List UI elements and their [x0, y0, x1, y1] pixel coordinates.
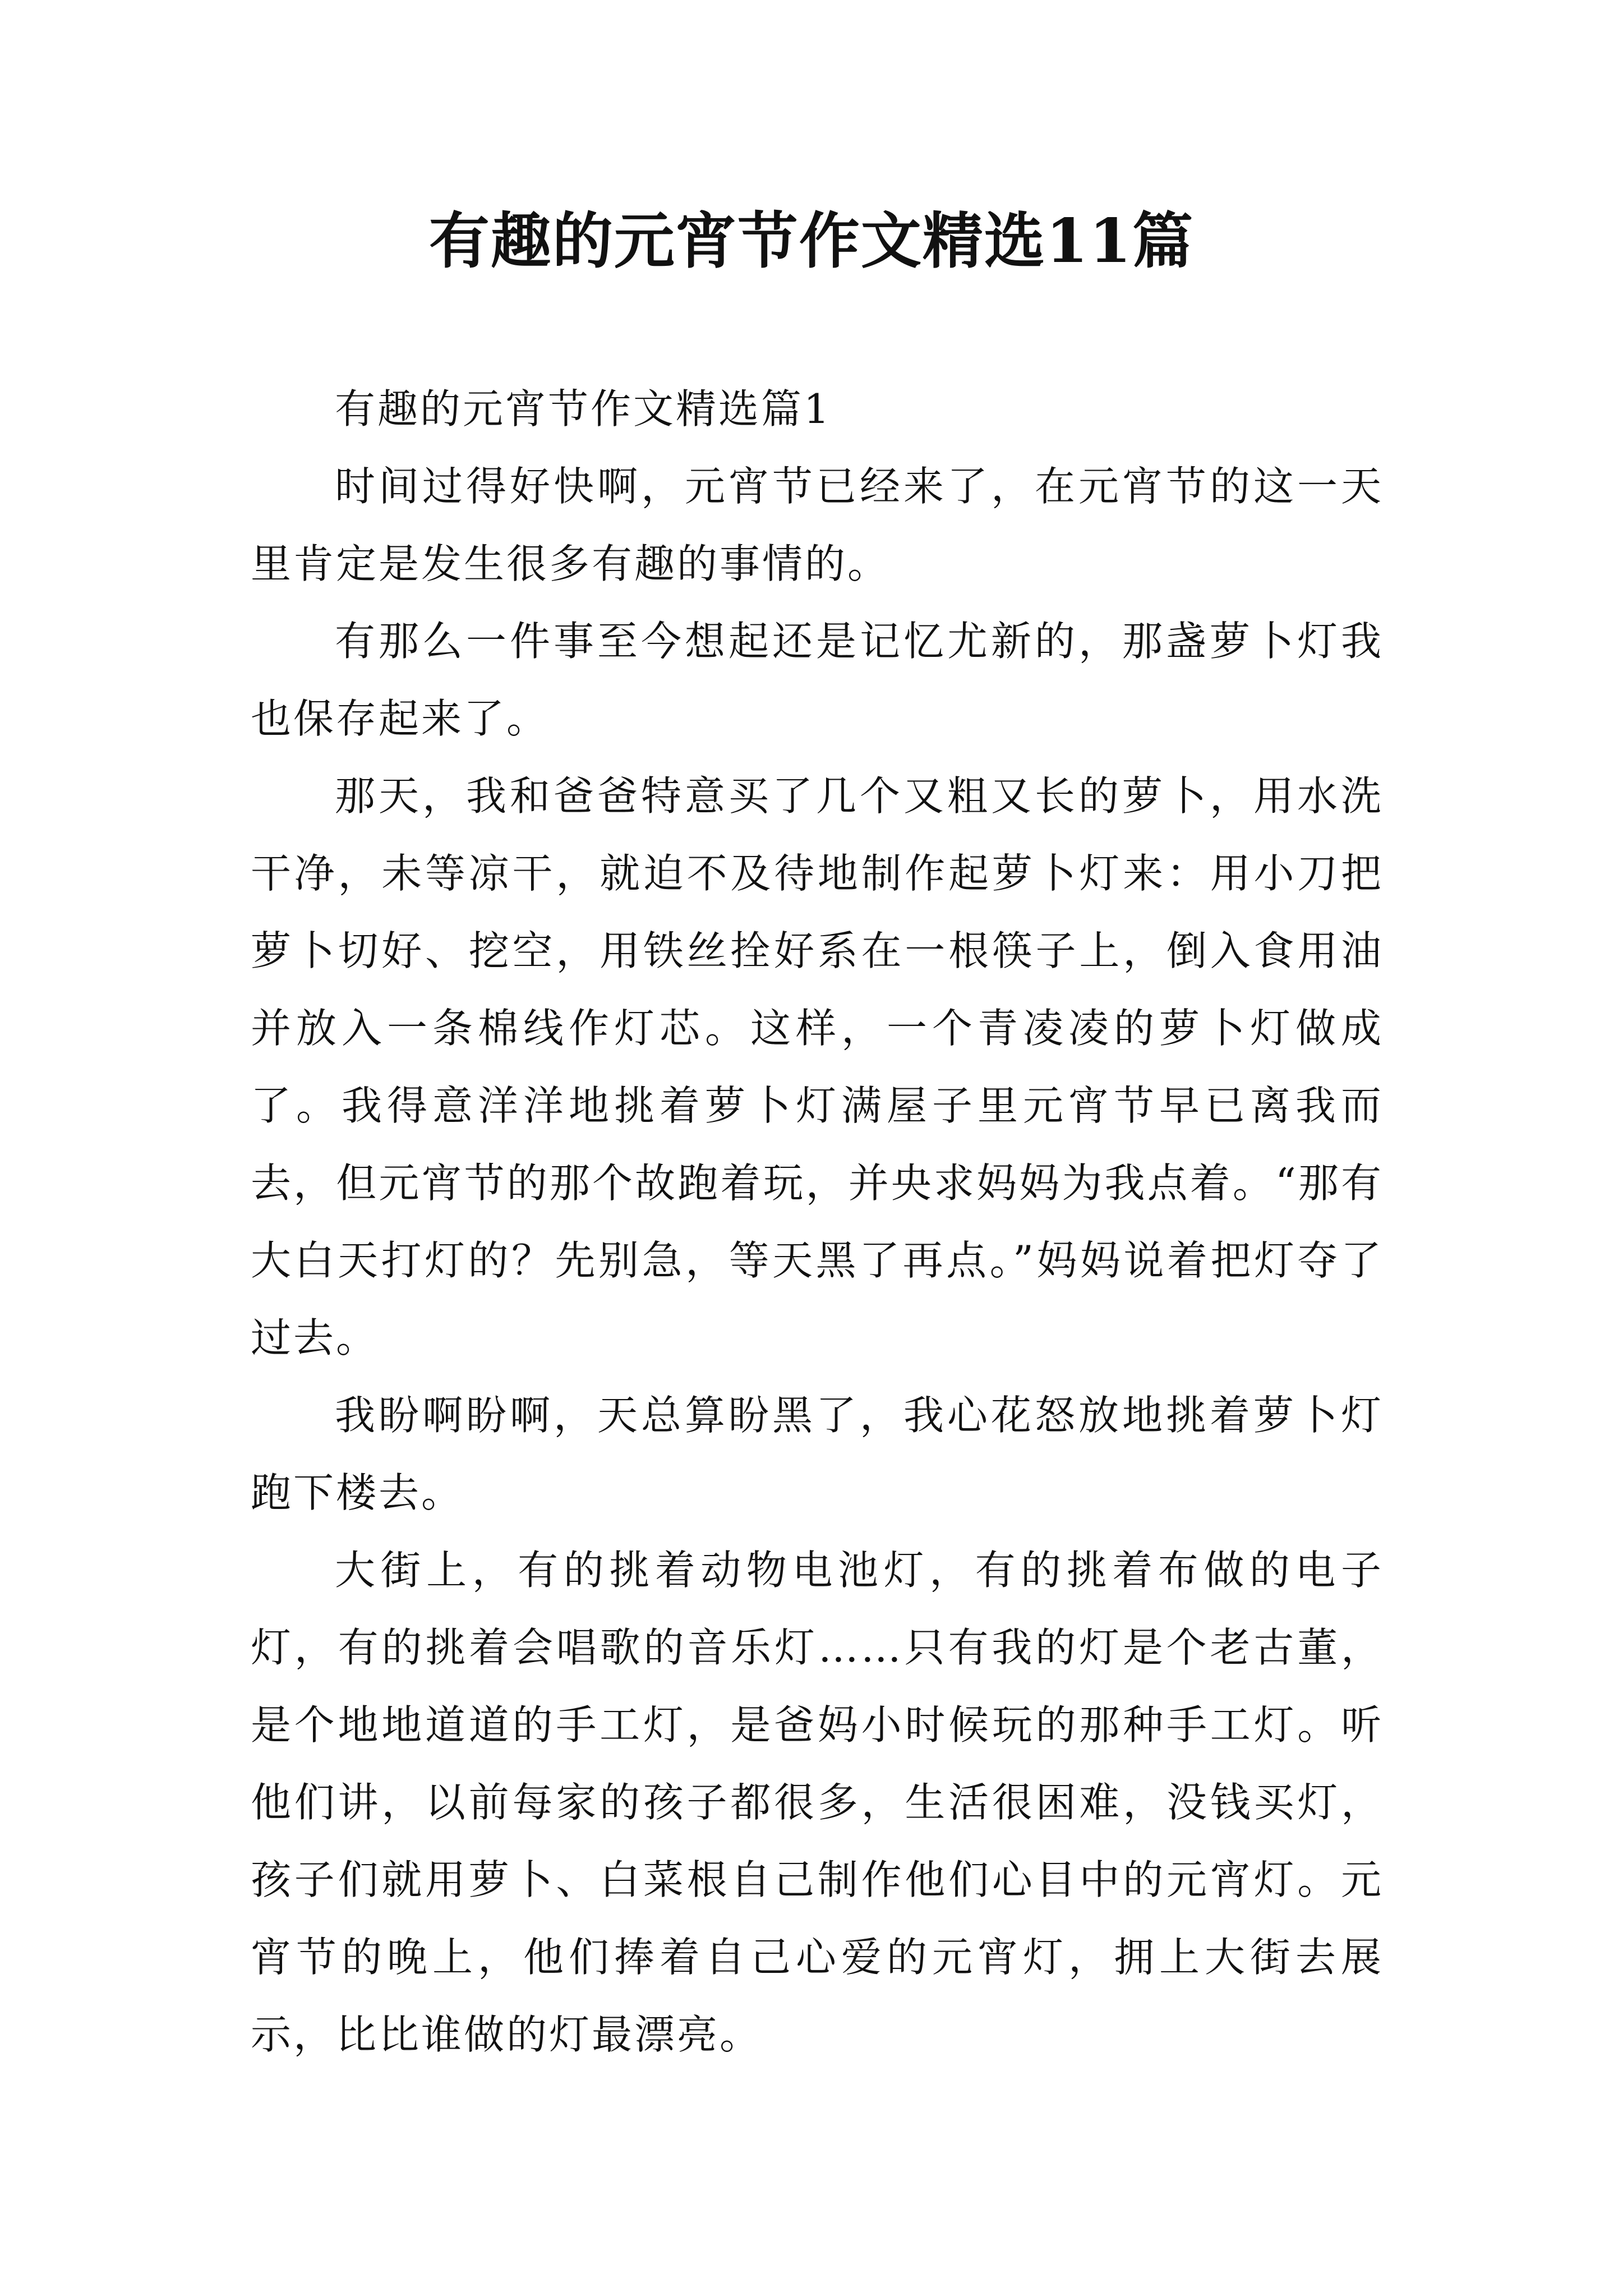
paragraph: 时间过得好快啊，元宵节已经来了，在元宵节的这一天里肯定是发生很多有趣的事情的。 — [251, 463, 1384, 587]
paragraph: 我盼啊盼啊，天总算盼黑了，我心花怒放地挑着萝卜灯跑下楼去。 — [251, 1392, 1384, 1516]
paragraph: 那天，我和爸爸特意买了几个又粗又长的萝卜，用水洗干净，未等凉干，就迫不及待地制作起萝卜灯来：用小刀把萝卜切好、挖空，用铁丝拴好系在一根筷子上，倒入食用油并放入一条棉线作灯芯。这样，一个青凌凌的萝卜灯做成了。我得意洋洋地挑着萝卜灯满屋子里元宵节早已离我而去，但元宵节的那个故跑着玩，并央求妈妈为我点着。“那有大白天打灯的？先别急，等天黑了再点。”妈妈说着把灯夺了过去。 — [251, 772, 1384, 1361]
document-title: 有趣的元宵节作文精选11篇 — [428, 206, 1195, 277]
paragraph: 大街上，有的挑着动物电池灯，有的挑着布做的电子灯，有的挑着会唱歌的音乐灯……只有我的灯是个老古董，是个地地道道的手工灯，是爸妈小时候玩的那种手工灯。听他们讲，以前每家的孩子都很多，生活很困难，没钱买灯，孩子们就用萝卜、白菜根自己制作他们心目中的元宵灯。元宵节的晚上，他们捧着自己心爱的元宵灯，拥上大街去展示，比比谁做的灯最漂亮。 — [251, 1547, 1384, 2058]
document-body — [251, 370, 1384, 2073]
paragraph: 有那么一件事至今想起还是记忆尤新的，那盏萝卜灯我也保存起来了。 — [251, 618, 1384, 742]
section-heading: 有趣的元宵节作文精选篇1 — [335, 385, 832, 432]
